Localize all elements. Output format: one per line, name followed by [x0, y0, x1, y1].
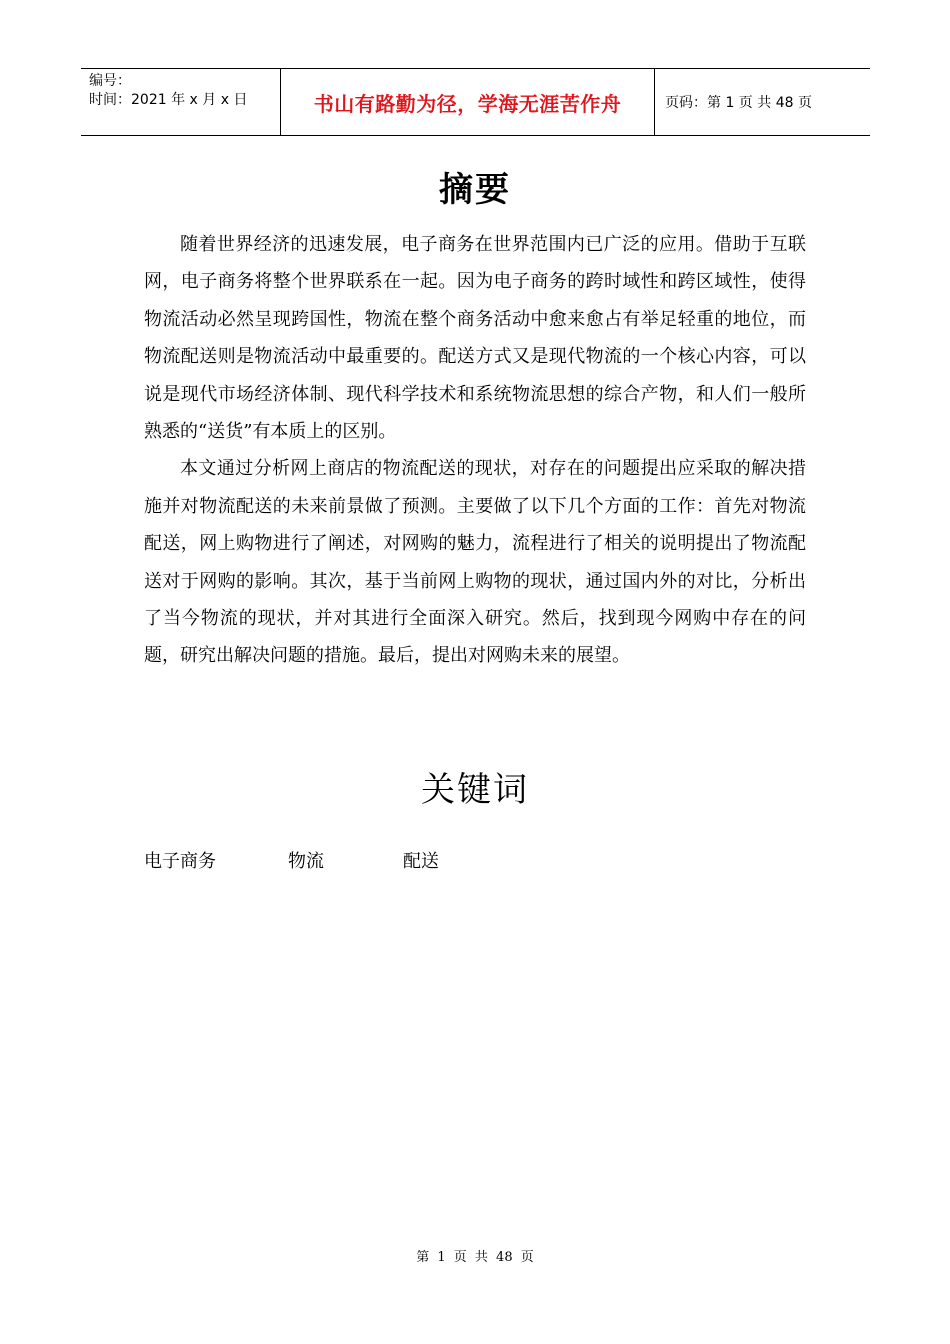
document-header — [81, 68, 870, 136]
header-meta — [81, 69, 281, 135]
keyword-item: 配送 — [403, 851, 439, 872]
date-line: 时间：2021 年 x 月 x 日 — [89, 92, 248, 108]
abstract-paragraph: 随着世界经济的迅速发展，电子商务在世界范围内已广泛的应用。借助于互联网，电子商务将整个世界联系在一起。因为电子商务的跨时域性和跨区域性，使得物流活动必然呈现跨国性，物流在整个商务活动中愈来愈占有举足轻重的地位，而物流配送则是物流活动中最重要的。配送方式又是现代物流的一个核心内容，可以说是现代市场经济体制、现代科学技术和系统物流思想的综合产物，和人们一般所熟悉的“送货”有本质上的区别。 — [144, 234, 806, 443]
header-page-info: 页码：第 1 页 共 48 页 — [665, 95, 812, 111]
page-footer: 第 1 页 共 48 页 — [416, 1250, 534, 1265]
abstract-title: 摘要 — [439, 170, 511, 210]
number-label: 编号： — [89, 73, 131, 89]
keyword-item: 物流 — [288, 851, 324, 872]
keywords-title: 关键词 — [421, 770, 529, 810]
abstract-paragraph: 本文通过分析网上商店的物流配送的现状，对存在的问题提出应采取的解决措施并对物流配送的未来前景做了预测。主要做了以下几个方面的工作：首先对物流配送，网上购物进行了阐述，对网购的魅力，流程进行了相关的说明提出了物流配送对于网购的影响。其次，基于当前网上购物的现状，通过国内外的对比，分析出了当今物流的现状，并对其进行全面深入研究。然后，找到现今网购中存在的问题，研究出解决问题的措施。最后，提出对网购未来的展望。 — [144, 458, 806, 667]
keyword-item: 电子商务 — [144, 851, 216, 872]
keywords-list — [144, 847, 439, 873]
header-motto: 书山有路勤为径，学海无涯苦作舟 — [281, 69, 655, 135]
abstract-body — [144, 226, 806, 675]
